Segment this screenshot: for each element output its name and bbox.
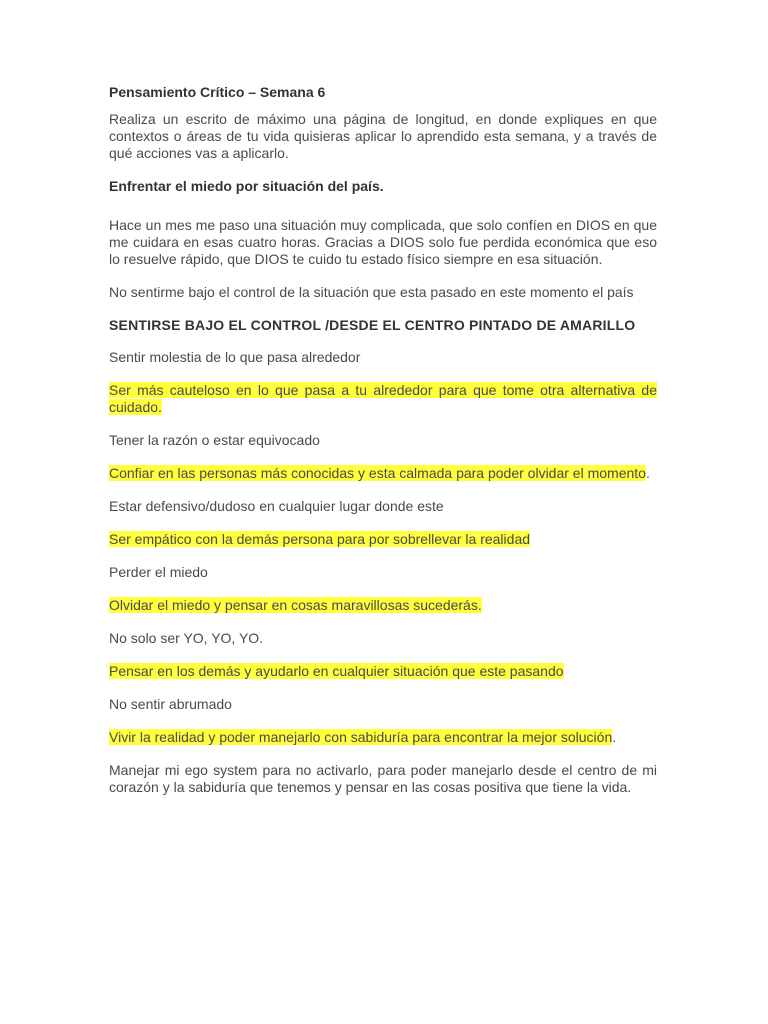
highlighted-action-5 [109,663,657,680]
highlighted-action-4 [109,597,657,614]
closing-paragraph: Manejar mi ego system para no activarlo, para poder manejarlo desde el centro de mi corazón y la sabiduría que tenemos y pensar en las cosas positiva que tiene la vida. [109,762,657,795]
statement-3: Estar defensivo/dudoso en cualquier lugar donde este [109,498,444,514]
highlight-5: Pensar en los demás y ayudarlo en cualquier situación que este pasando [109,663,564,679]
trailing-2: . [645,465,650,481]
document-page [109,84,657,812]
statement-5: No solo ser YO, YO, YO. [109,630,264,646]
statement-6: No sentir abrumado [109,696,232,712]
caps-heading: SENTIRSE BAJO EL CONTROL /DESDE EL CENTRO PINTADO DE AMARILLO [109,317,636,333]
highlight-2: Confiar en las personas más conocidas y esta calmada para poder olvidar el momento [109,465,646,481]
statement-1: Sentir molestia de lo que pasa alrededor [109,349,361,365]
highlight-4: Olvidar el miedo y pensar en cosas maravillosas sucederás. [109,597,482,613]
highlighted-action-2 [109,465,657,482]
body-paragraph-2: No sentirme bajo el control de la situación que esta pasado en este momento el país [109,284,634,300]
statement-4: Perder el miedo [109,564,208,580]
highlighted-action-1 [109,382,657,416]
statement-2: Tener la razón o estar equivocado [109,432,320,448]
trailing-6: . [612,729,617,745]
highlight-1: Ser más cauteloso en lo que pasa a tu alrededor para que tome otra alternativa de cuidado. [109,382,657,415]
section-heading: Enfrentar el miedo por situación del país. [109,178,384,194]
highlight-6: Vivir la realidad y poder manejarlo con sabiduría para encontrar la mejor solución [109,729,613,745]
document-title: Pensamiento Crítico – Semana 6 [109,84,326,100]
highlighted-action-3 [109,531,657,548]
highlighted-action-6 [109,729,657,746]
body-paragraph-1: Hace un mes me paso una situación muy complicada, que solo confíen en DIOS en que me cuidara en esas cuatro horas. Gracias a DIOS solo fue perdida económica que eso lo resuelve rápido, que DIOS te cuido tu estado físico siempre en esa situación. [109,217,657,267]
intro-paragraph: Realiza un escrito de máximo una página de longitud, en donde expliques en que contextos o áreas de tu vida quisieras aplicar lo aprendido esta semana, y a través de qué acciones vas a aplicarlo. [109,111,657,161]
highlight-3: Ser empático con la demás persona para por sobrellevar la realidad [109,531,531,547]
